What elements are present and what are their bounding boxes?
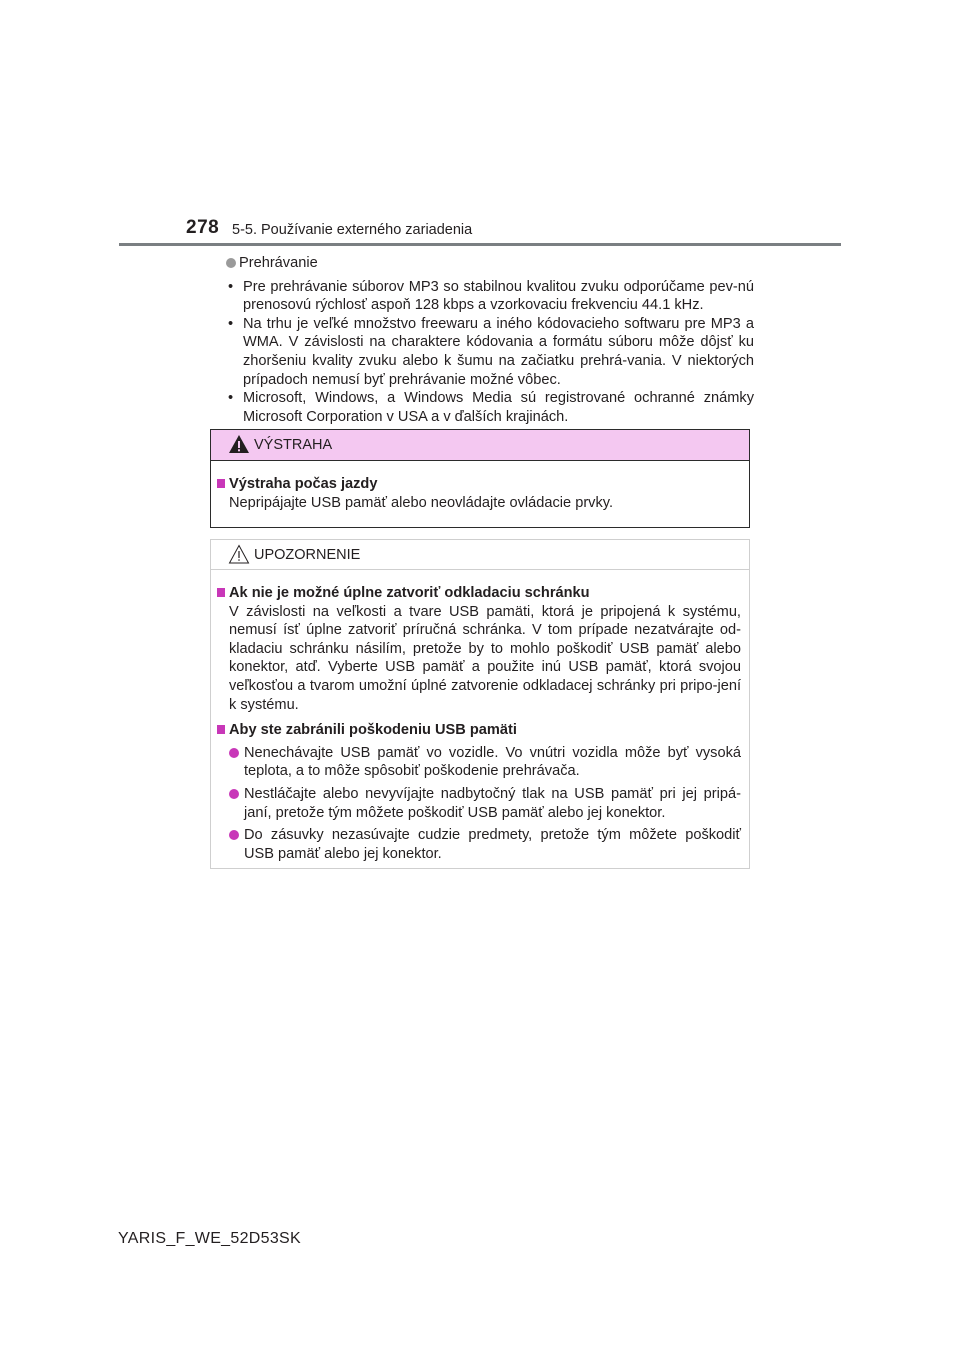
caution-section1-text: V závislosti na veľkosti a tvare USB pamäti, ktorá je pripojená k systému, nemusí ísť úplne zatvoriť príručná schránka. V tom prípade nezatvárajte od-kladaciu schránku násilím, pretože by to mohlo poškodiť USB pamäť alebo konektor, atď. Vyberte USB pamäť a použite inú USB pamäť, ktorá svojou veľkosťou a tvarom umožní úplné zatvorenie odkladacej schránky pri pripo-jení k systému.: [229, 603, 741, 713]
square-bullet-icon: [217, 725, 225, 734]
caution-body: [211, 570, 749, 863]
list-item: • Pre prehrávanie súborov MP3 so stabilnou kvalitou zvuku odporúčame pev-nú prenosovú rýchlosť aspoň 128 kbps a vzorkovaciu frekvenciu 44.1 kHz.: [228, 278, 754, 314]
list-item: [217, 785, 741, 822]
list-item: • Microsoft, Windows, a Windows Media sú registrované ochranné známky Microsoft Corporation v USA a v ďalších krajinách.: [228, 390, 754, 425]
warning-text: Nepripájajte USB pamäť alebo neovládajte ovládacie prvky.: [229, 494, 614, 511]
page-number: 278: [186, 217, 220, 238]
bullet-dot-icon: [229, 789, 239, 799]
caution-section1-heading-text: Ak nie je možné úplne zatvoriť odkladaciu schránku: [229, 585, 590, 601]
caution-triangle-icon: [228, 544, 250, 564]
list-item: [217, 826, 741, 863]
bullet-dot-icon: [229, 748, 239, 758]
square-bullet-icon: [217, 479, 225, 488]
section-title: 5-5. Používanie externého zariadenia: [232, 222, 473, 238]
caution-box: [210, 539, 750, 869]
bullet-dot-icon: [229, 830, 239, 840]
caution-section1-heading: [217, 584, 741, 603]
list-item: [217, 744, 741, 781]
list-item-text: Pre prehrávanie súborov MP3 so stabilnou kvalitou zvuku odporúčame pev-nú prenosovú rýchlosť aspoň 128 kbps a vzorkovaciu frekvenciu 44.1 kHz.: [243, 278, 754, 314]
warning-box: [210, 429, 750, 528]
caution-box-header: [211, 540, 749, 570]
list-item-text: Nestláčajte alebo nevyvíjajte nadbytočný tlak na USB pamäť pri jej pripá-janí, pretože tým môžete poškodiť USB pamäť alebo jej konektor.: [244, 785, 741, 821]
caution-section2-heading: [217, 721, 741, 740]
playback-section: [226, 254, 754, 426]
warning-body: [211, 461, 749, 512]
warning-heading-text: Výstraha počas jazdy: [229, 476, 378, 492]
square-bullet-icon: [217, 588, 225, 597]
playback-heading: [226, 254, 754, 273]
list-item-text: Do zásuvky nezasúvajte cudzie predmety, pretože tým môžete poškodiť USB pamäť alebo jej konektor.: [244, 827, 741, 862]
playback-heading-text: Prehrávanie: [239, 255, 318, 271]
header-rule: [119, 243, 841, 246]
list-item: • Na trhu je veľké množstvo freewaru a iného kódovacieho softwaru pre MP3 a WMA. V závislosti na charaktere kódovania a formátu súboru môže dôjsť ku zhoršeniu kvality zvuku alebo k šumu na začiatku prehrá-vania. V niektorých prípadoch nemusí byť prehrávanie možné vôbec.: [228, 315, 754, 388]
warning-title: VÝSTRAHA: [254, 437, 333, 453]
warning-triangle-icon: [228, 434, 250, 454]
document-code: YARIS_F_WE_52D53SK: [118, 1230, 301, 1247]
caution-section2-heading-text: Aby ste zabránili poškodeniu USB pamäti: [229, 722, 517, 739]
caution-title: UPOZORNENIE: [254, 547, 361, 563]
list-item-text: Na trhu je veľké množstvo freewaru a iného kódovacieho softwaru pre MP3 a WMA. V závislosti na charaktere kódovania a formátu súboru môže dôjsť ku zhoršeniu kvality zvuku alebo k šumu na začiatku prehrá-vania. V niektorých prípadoch nemusí byť prehrávanie možné vôbec.: [243, 315, 754, 388]
list-item-text: Nenechávajte USB pamäť vo vozidle. Vo vnútri vozidla môže byť vysoká teplota, a to môže spôsobiť poškodenie prehrávača.: [244, 744, 741, 780]
warning-heading: [217, 475, 741, 494]
warning-box-header: [211, 430, 749, 461]
bullet-dot-icon: [226, 258, 236, 268]
playback-list: [226, 278, 754, 427]
list-item-text: Microsoft, Windows, a Windows Media sú registrované ochranné známky Microsoft Corporation v USA a v ďalších krajinách.: [243, 390, 754, 425]
